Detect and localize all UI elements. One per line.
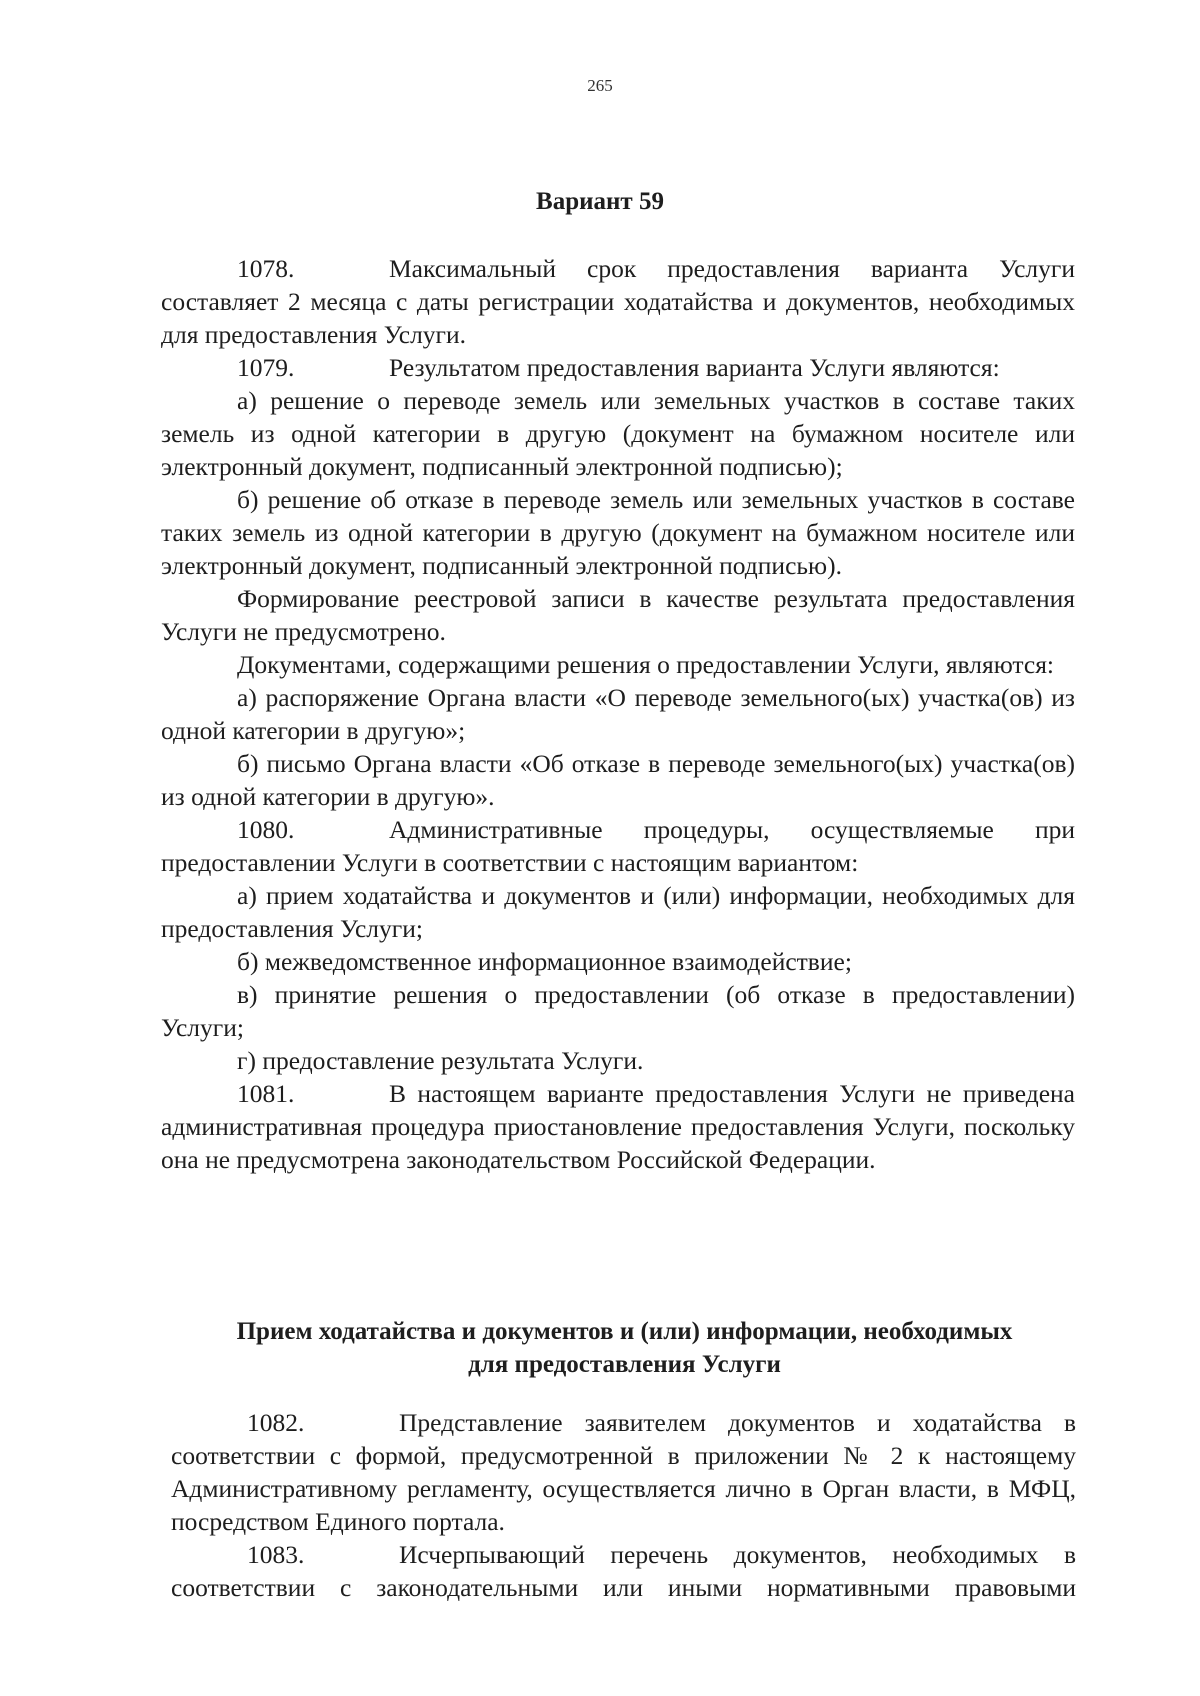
paragraph-text: Административные процедуры, осуществляемые при предоставлении Услуги в соответствии с настоящим вариантом: xyxy=(161,815,1075,877)
paragraph-number: 1083. xyxy=(247,1540,305,1569)
paragraph-text: Максимальный срок предоставления варианта Услуги составляет 2 месяца с даты регистрации ходатайства и документов, необходимых для предоставления Услуги. xyxy=(161,254,1075,349)
list-item-v-procedure: в) принятие решения о предоставлении (об отказе в предоставлении) Услуги; xyxy=(161,980,1075,1042)
body-text-block-1 xyxy=(161,252,1075,1176)
list-item-b-procedure: б) межведомственное информационное взаимодействие; xyxy=(237,947,852,976)
section-heading-line-1: Прием ходатайства и документов и (или) информации, необходимых xyxy=(236,1318,1013,1345)
variant-title: Вариант 59 xyxy=(536,188,664,215)
paragraph-number: 1081. xyxy=(237,1079,295,1108)
paragraph-decision-documents: Документами, содержащими решения о предоставлении Услуги, являются: xyxy=(237,650,1055,679)
page-number: 265 xyxy=(587,76,613,95)
paragraph-1082 xyxy=(171,1406,1076,1538)
list-item-a-result: а) решение о переводе земель или земельных участков в составе таких земель из одной категории в другую (документ на бумажном носителе или электронный документ, подписанный электронной подписью); xyxy=(161,386,1075,481)
paragraph-1079 xyxy=(161,351,1075,384)
section-heading-line-2: для предоставления Услуги xyxy=(468,1351,781,1378)
paragraph-1083 xyxy=(171,1538,1076,1604)
paragraph-registry-record: Формирование реестровой записи в качестве результата предоставления Услуги не предусмотрено. xyxy=(161,584,1075,646)
list-item-b-result: б) решение об отказе в переводе земель или земельных участков в составе таких земель из одной категории в другую (документ на бумажном носителе или электронный документ, подписанный электронной подписью). xyxy=(161,485,1075,580)
paragraph-text: Результатом предоставления варианта Услуги являются: xyxy=(389,353,1000,382)
paragraph-text: Исчерпывающий перечень документов, необходимых в соответствии с законодательными или иными нормативными правовыми xyxy=(171,1540,1076,1602)
paragraph-number: 1080. xyxy=(237,815,295,844)
paragraph-1078 xyxy=(161,252,1075,351)
paragraph-1081 xyxy=(161,1077,1075,1176)
list-item-a-order: а) распоряжение Органа власти «О переводе земельного(ых) участка(ов) из одной категории в другую»; xyxy=(161,683,1075,745)
paragraph-text: В настоящем варианте предоставления Услуги не приведена административная процедура приостановление предоставления Услуги, поскольку она не предусмотрена законодательством Российской Федерации. xyxy=(161,1079,1075,1174)
paragraph-number: 1079. xyxy=(237,353,295,382)
paragraph-1080 xyxy=(161,813,1075,879)
list-item-b-letter: б) письмо Органа власти «Об отказе в переводе земельного(ых) участка(ов) из одной категории в другую». xyxy=(161,749,1075,811)
list-item-g-procedure: г) предоставление результата Услуги. xyxy=(237,1046,644,1075)
paragraph-text: Представление заявителем документов и ходатайства в соответствии с формой, предусмотренной в приложении № 2 к настоящему Административному регламенту, осуществляется лично в Орган власти, в МФЦ, посредством Единого портала. xyxy=(171,1408,1076,1536)
paragraph-number: 1082. xyxy=(247,1408,305,1437)
body-text-block-2 xyxy=(171,1406,1076,1604)
list-item-a-procedure: а) прием ходатайства и документов и (или) информации, необходимых для предоставления Услуги; xyxy=(161,881,1075,943)
paragraph-number: 1078. xyxy=(237,254,295,283)
section-heading xyxy=(172,1315,1077,1381)
